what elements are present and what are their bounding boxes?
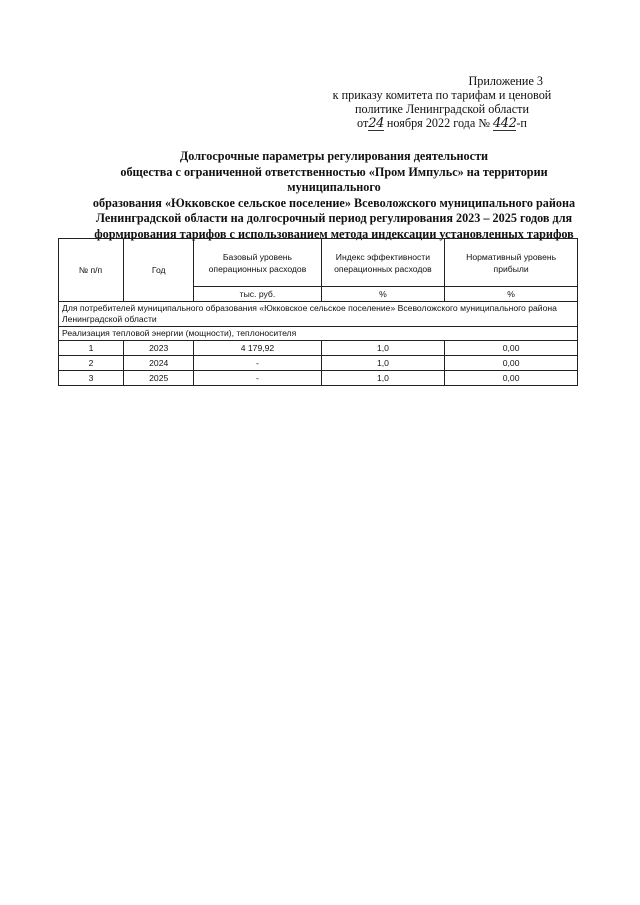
title-line-5: формирования тарифов с использованием метода индексации установленных тарифов bbox=[94, 226, 574, 241]
title-line-2: общества с ограниченной ответственностью «Пром Импульс» на территории муниципального bbox=[120, 164, 548, 194]
appendix-header bbox=[300, 74, 584, 131]
cell-year: 2024 bbox=[124, 356, 194, 371]
title-line-3: образования «Юкковское сельское поселение» Всеволожского муниципального района bbox=[92, 195, 576, 210]
unit-efficiency-index: % bbox=[321, 287, 445, 302]
table-row bbox=[59, 341, 578, 356]
cell-number: 2 bbox=[59, 356, 124, 371]
cell-base-opex: 4 179,92 bbox=[194, 341, 321, 356]
unit-base-opex: тыс. руб. bbox=[194, 287, 321, 302]
cell-efficiency-index: 1,0 bbox=[321, 371, 445, 386]
cell-efficiency-index: 1,0 bbox=[321, 356, 445, 371]
activity-text: Реализация тепловой энергии (мощности), теплоносителя bbox=[59, 327, 578, 341]
appendix-title: Приложение 3 bbox=[468, 74, 543, 88]
date-prefix: от bbox=[357, 116, 369, 130]
handwritten-day: 24 bbox=[368, 116, 384, 131]
header-base-opex: Базовый уровень операционных расходов bbox=[194, 239, 321, 287]
activity-row bbox=[59, 327, 578, 341]
cell-base-opex: - bbox=[194, 371, 321, 386]
cell-year: 2025 bbox=[124, 371, 194, 386]
cell-profit-level: 0,00 bbox=[445, 356, 578, 371]
handwritten-number: 442 bbox=[493, 116, 517, 131]
header-number: № п/п bbox=[59, 239, 124, 302]
cell-number: 1 bbox=[59, 341, 124, 356]
cell-efficiency-index: 1,0 bbox=[321, 341, 445, 356]
cell-profit-level: 0,00 bbox=[445, 341, 578, 356]
title-line-4: Ленинградской области на долгосрочный период регулирования 2023 – 2025 годов для bbox=[95, 211, 573, 225]
parameters-table bbox=[58, 238, 578, 386]
cell-year: 2023 bbox=[124, 341, 194, 356]
date-middle: ноября 2022 года № bbox=[383, 116, 494, 130]
appendix-order-line: к приказу комитета по тарифам и ценовой bbox=[332, 88, 552, 102]
number-suffix: -п bbox=[516, 116, 527, 130]
appendix-committee-line: политике Ленинградской области bbox=[355, 102, 529, 116]
cell-profit-level: 0,00 bbox=[445, 371, 578, 386]
header-efficiency-index: Индекс эффективности операционных расходов bbox=[321, 239, 445, 287]
consumers-text: Для потребителей муниципального образования «Юкковское сельское поселение» Всеволожского муниципального района Ленинградской области bbox=[59, 302, 578, 327]
table-row bbox=[59, 371, 578, 386]
consumers-row bbox=[59, 302, 578, 327]
header-profit-level: Нормативный уровень прибыли bbox=[445, 239, 578, 287]
appendix-date-line bbox=[300, 116, 584, 131]
table-header-row bbox=[59, 239, 578, 287]
table-row bbox=[59, 356, 578, 371]
cell-number: 3 bbox=[59, 371, 124, 386]
title-line-1: Долгосрочные параметры регулирования деятельности bbox=[179, 149, 489, 163]
document-title bbox=[80, 149, 588, 242]
header-year: Год bbox=[124, 239, 194, 302]
cell-base-opex: - bbox=[194, 356, 321, 371]
unit-profit-level: % bbox=[445, 287, 578, 302]
